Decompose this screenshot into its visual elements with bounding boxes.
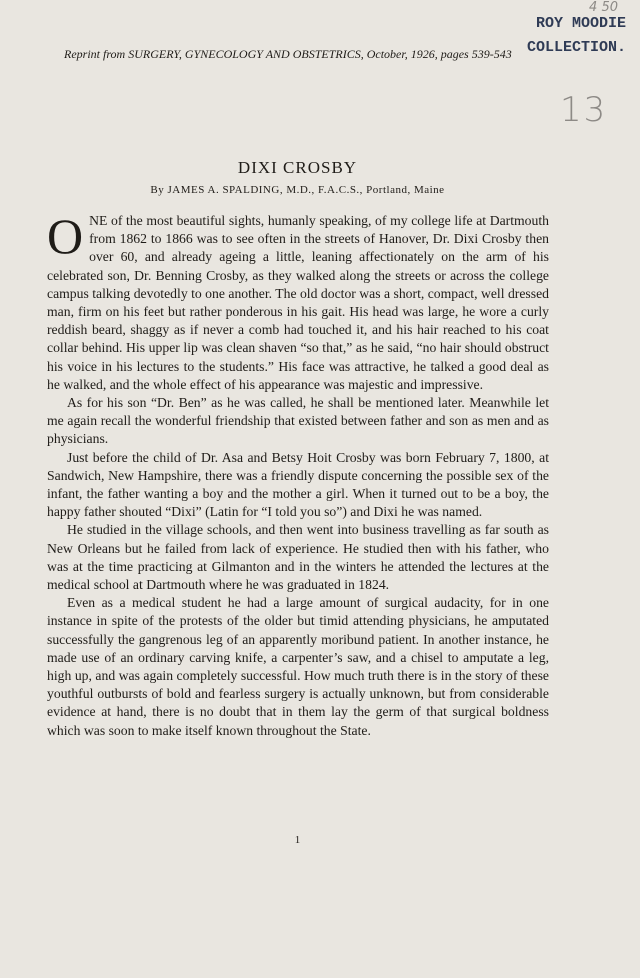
paragraph-5: Even as a medical student he had a large amount of surgical audacity, for in one instance in spite of the protests of the older but timid attending physicians, he amputated successfully the gangrenous leg of an apparently moribund patient. In another instance, he made use of an ordinary carving knife, a carpenter’s saw, and a chisel to amputate a leg, high up, and was again completely successful. How much truth there is in the story of these youthful outbursts of bold and fearless surgery is actually unknown, but from considerable evidence at hand, there is no doubt that in them lay the germ of that surgical boldness which was soon to make itself known throughout the State. — [47, 595, 549, 738]
paragraph-2: As for his son “Dr. Ben” as he was called, he shall be mentioned later. Meanwhile let me again recall the wonderful friendship that existed between father and son as men and as physicians. — [47, 395, 549, 447]
stamp-line-1: ROY MOODIE — [535, 15, 626, 32]
article-byline: By JAMES A. SPALDING, M.D., F.A.C.S., Portland, Maine — [150, 184, 445, 196]
paragraph-1-text: NE of the most beautiful sights, humanly speaking, of my college life at Dartmouth from 1862 to 1866 was to see often in the streets of Hanover, Dr. Dixi Crosby then over 60, and already ageing a little, leaning affectionately on the arm of his celebrated son, Dr. Benning Crosby, as they walked along the streets or across the college campus talking devotedly to one another. The old doctor was a short, compact, well dressed man, firm on his feet but rather ponderous in his gait. His head was large, he wore a curly reddish beard, shaggy as if never a comb had touched it, and his hair reached to his coat collar behind. His upper lip was clean shaven “so that,” as he said, “no hair should obstruct his voice in his lectures to the students.” His face was attractive, he talked a good deal as he walked, and the whole effect of his appearance was majestic and impressive. — [47, 213, 549, 392]
page-number: 1 — [294, 834, 301, 846]
article-body — [47, 208, 549, 740]
paragraph-3: Just before the child of Dr. Asa and Betsy Hoit Crosby was born February 7, 1800, at Sandwich, New Hampshire, there was a friendly dispute concerning the possible sex of the infant, the father wanting a boy and the mother a girl. When it turned out to be a boy, the happy father shouted “Dixi” (Latin for “I told you so”) and Dixi he was named. — [47, 449, 549, 520]
drop-cap: O — [47, 208, 84, 264]
article-title: DIXI CROSBY — [237, 158, 358, 177]
paragraph-1 — [47, 208, 549, 394]
pencil-annotation-number: 13 — [560, 90, 608, 130]
stamp-line-2: COLLECTION. — [526, 39, 626, 56]
reprint-notice: Reprint from SURGERY, GYNECOLOGY AND OBSTETRICS, October, 1926, pages 539-543 — [64, 47, 512, 61]
pencil-annotation-top: 4 50 — [589, 0, 618, 15]
paragraph-4: He studied in the village schools, and then went into business travelling as far south as New Orleans but he failed from lack of experience. He studied then with his father, who was at the time practicing at Gilmanton and in the winters he attended the lectures at the medical school at Dartmouth where he was graduated in 1824. — [47, 522, 549, 593]
collection-stamp — [516, 12, 626, 60]
